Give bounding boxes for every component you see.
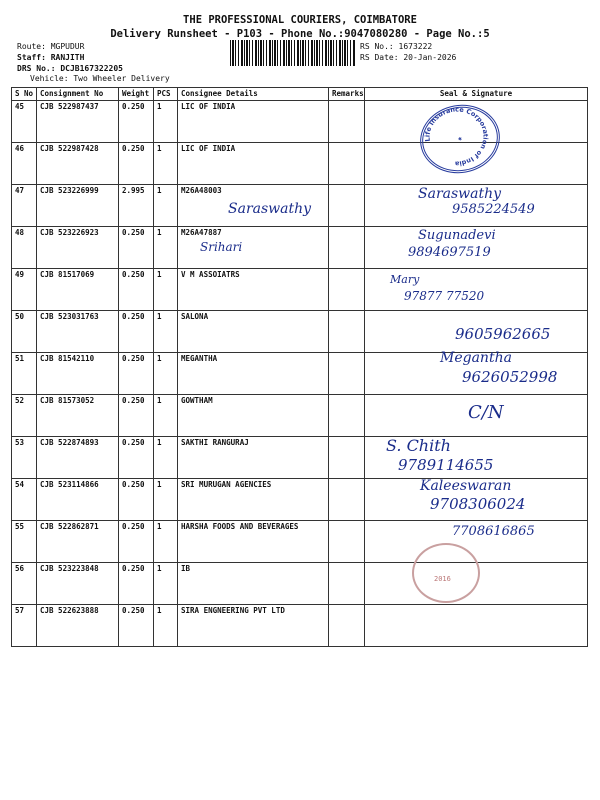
pcs-cell: 1 (154, 479, 178, 521)
drs-number: DRS No.: DCJB167322205 (17, 64, 123, 73)
page-title: THE PROFESSIONAL COURIERS, COIMBATORE (183, 14, 417, 26)
signature-row51: Megantha (440, 350, 512, 366)
weight-cell: 0.250 (119, 311, 154, 353)
col-consignee: Consignee Details (178, 88, 329, 101)
pcs-cell: 1 (154, 269, 178, 311)
sno-cell: 51 (12, 353, 37, 395)
pcs-cell: 1 (154, 185, 178, 227)
signature-row54: Kaleeswaran (420, 478, 512, 494)
consignee-cell: V M ASSOIATRS (178, 269, 329, 311)
table-row (12, 563, 588, 605)
sno-cell: 50 (12, 311, 37, 353)
table-row (12, 143, 588, 185)
sno-cell: 49 (12, 269, 37, 311)
sno-cell: 53 (12, 437, 37, 479)
col-weight: Weight (119, 88, 154, 101)
weight-cell: 0.250 (119, 101, 154, 143)
sno-cell: 57 (12, 605, 37, 647)
table-row (12, 605, 588, 647)
sno-cell: 47 (12, 185, 37, 227)
consignment-cell: CJB 523223848 (37, 563, 119, 605)
consignee-cell: LIC OF INDIA (178, 143, 329, 185)
consignment-cell: CJB 81542110 (37, 353, 119, 395)
runsheet-subtitle: Delivery Runsheet - P103 - Phone No.:9047080280 - Page No.:5 (110, 28, 490, 40)
remarks-cell (329, 395, 365, 437)
sno-cell: 46 (12, 143, 37, 185)
seal-center: ✱ (457, 135, 463, 143)
remarks-cell (329, 143, 365, 185)
consignee-cell: IB (178, 563, 329, 605)
handwritten-name-row47: Saraswathy (228, 201, 312, 217)
phone-row51: 9626052998 (462, 368, 558, 386)
faded-stamp-row56: 2016 (412, 543, 480, 603)
consignment-cell: CJB 81573052 (37, 395, 119, 437)
rs-number: RS No.: 1673222 (360, 42, 433, 51)
consignee-cell: M26A47887 (178, 227, 329, 269)
sno-cell: 52 (12, 395, 37, 437)
col-sno: S No (12, 88, 37, 101)
consignment-cell: CJB 522623888 (37, 605, 119, 647)
staff: Staff: RANJITH (17, 53, 85, 62)
remarks-cell (329, 563, 365, 605)
weight-cell: 0.250 (119, 143, 154, 185)
col-signature: Seal & Signature (365, 88, 588, 101)
consignment-cell: CJB 523031763 (37, 311, 119, 353)
pcs-cell: 1 (154, 311, 178, 353)
signature-row49: Mary (390, 273, 420, 286)
remarks-cell (329, 605, 365, 647)
consignment-cell: CJB 81517069 (37, 269, 119, 311)
signature-row48: Sugunadevi (418, 228, 496, 243)
pcs-cell: 1 (154, 563, 178, 605)
remarks-cell (329, 437, 365, 479)
remarks-cell (329, 521, 365, 563)
remarks-cell (329, 311, 365, 353)
weight-cell: 0.250 (119, 479, 154, 521)
pcs-cell: 1 (154, 521, 178, 563)
consignee-cell: M26A48003 (178, 185, 329, 227)
weight-cell: 0.250 (119, 563, 154, 605)
col-consignment: Consignment No (37, 88, 119, 101)
sno-cell: 45 (12, 101, 37, 143)
seal-ring-text (415, 100, 499, 174)
signature-row53: S. Chith (386, 436, 451, 455)
weight-cell: 0.250 (119, 437, 154, 479)
phone-row49: 97877 77520 (404, 289, 485, 303)
remarks-cell (329, 227, 365, 269)
consignee-cell: SRI MURUGAN AGENCIES (178, 479, 329, 521)
rs-date: RS Date: 20-Jan-2026 (360, 53, 457, 62)
pcs-cell: 1 (154, 101, 178, 143)
sno-cell: 48 (12, 227, 37, 269)
col-remarks: Remarks (329, 88, 365, 101)
weight-cell: 0.250 (119, 353, 154, 395)
weight-cell: 0.250 (119, 521, 154, 563)
phone-row54: 9708306024 (430, 495, 526, 513)
consignee-cell: SALONA (178, 311, 329, 353)
pcs-cell: 1 (154, 437, 178, 479)
pcs-cell: 1 (154, 227, 178, 269)
signature-row47: Saraswathy (418, 186, 502, 202)
consignee-cell: GOWTHAM (178, 395, 329, 437)
consignment-cell: CJB 522987437 (37, 101, 119, 143)
table-row (12, 437, 588, 479)
consignment-cell: CJB 522874893 (37, 437, 119, 479)
table-row (12, 101, 588, 143)
remarks-cell (329, 269, 365, 311)
remarks-cell (329, 353, 365, 395)
consignment-cell: CJB 522987428 (37, 143, 119, 185)
col-pcs: PCS (154, 88, 178, 101)
runsheet-table (11, 87, 588, 647)
phone-row47: 9585224549 (452, 202, 535, 217)
signature-cell (365, 605, 588, 647)
table-row (12, 269, 588, 311)
sno-cell: 55 (12, 521, 37, 563)
consignment-cell: CJB 522862871 (37, 521, 119, 563)
consignee-cell: SIRA ENGNEERING PVT LTD (178, 605, 329, 647)
consignee-cell: SAKTHI RANGURAJ (178, 437, 329, 479)
weight-cell: 2.995 (119, 185, 154, 227)
phone-row55: 7708616865 (452, 524, 535, 539)
phone-row53: 9789114655 (398, 456, 494, 474)
consignee-cell: HARSHA FOODS AND BEVERAGES (178, 521, 329, 563)
weight-cell: 0.250 (119, 605, 154, 647)
weight-cell: 0.250 (119, 395, 154, 437)
pcs-cell: 1 (154, 395, 178, 437)
weight-cell: 0.250 (119, 269, 154, 311)
pcs-cell: 1 (154, 353, 178, 395)
sno-cell: 56 (12, 563, 37, 605)
handwritten-name-row48: Srihari (200, 240, 243, 254)
note-row52: C/N (468, 402, 504, 423)
remarks-cell (329, 101, 365, 143)
weight-cell: 0.250 (119, 227, 154, 269)
route: Route: MGPUDUR (17, 42, 85, 51)
table-row (12, 227, 588, 269)
pcs-cell: 1 (154, 605, 178, 647)
consignment-cell: CJB 523226999 (37, 185, 119, 227)
consignee-cell: LIC OF INDIA (178, 101, 329, 143)
svg-text:Life Insurance Corporation of: Life Insurance Corporation of India (423, 105, 490, 168)
barcode (230, 40, 355, 66)
table-header (12, 88, 588, 101)
consignment-cell: CJB 523226923 (37, 227, 119, 269)
consignment-cell: CJB 523114866 (37, 479, 119, 521)
remarks-cell (329, 479, 365, 521)
consignee-cell: MEGANTHA (178, 353, 329, 395)
phone-row50: 9605962665 (455, 325, 551, 343)
pcs-cell: 1 (154, 143, 178, 185)
vehicle: Vehicle: Two Wheeler Delivery (30, 74, 170, 83)
sno-cell: 54 (12, 479, 37, 521)
remarks-cell (329, 185, 365, 227)
phone-row48: 9894697519 (408, 245, 491, 260)
